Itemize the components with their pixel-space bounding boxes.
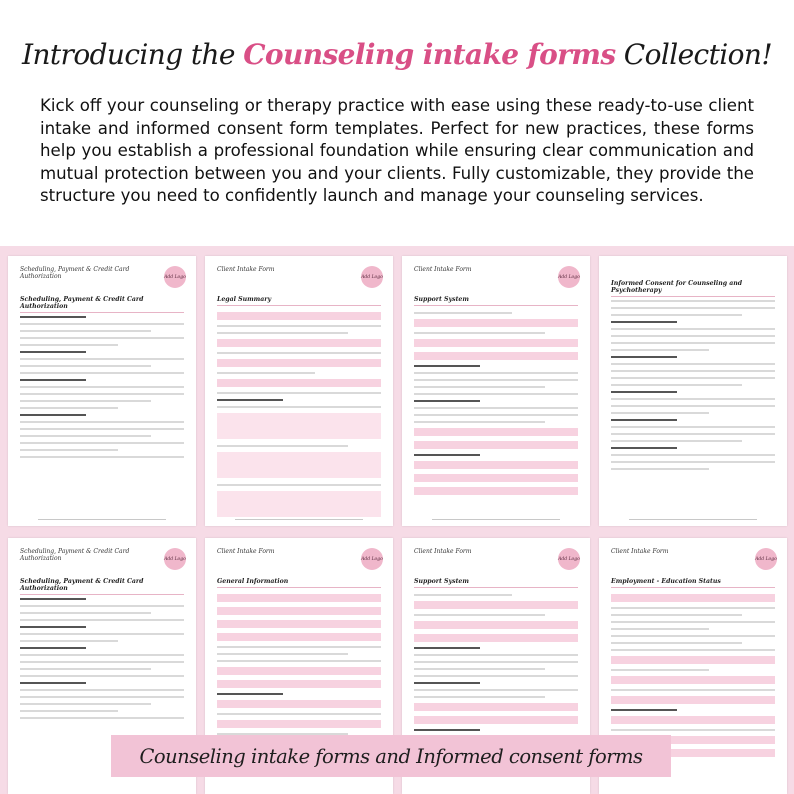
page-heading: General Information [217, 578, 381, 588]
headline-suffix: Collection! [615, 38, 772, 71]
form-lines [611, 300, 775, 475]
page-heading: Legal Summary [217, 296, 381, 306]
logo-placeholder: Add Logo [361, 548, 383, 570]
page-title: Client Intake Form [217, 548, 275, 555]
logo-placeholder: Add Logo [755, 548, 777, 570]
page-title: Scheduling, Payment & Credit Card Authorization [20, 548, 130, 562]
page-title: Client Intake Form [414, 548, 472, 555]
page-title: Client Intake Form [414, 266, 472, 273]
form-page-thumbnail [8, 256, 196, 526]
headline-accent: Counseling intake forms [243, 38, 616, 71]
page-heading: Informed Consent for Counseling and Psychotherapy [611, 280, 775, 297]
logo-placeholder: Add Logo [558, 266, 580, 288]
page-title: Scheduling, Payment & Credit Card Authorization [20, 266, 130, 280]
logo-placeholder: Add Logo [164, 548, 186, 570]
page-title: Client Intake Form [611, 548, 669, 555]
logo-placeholder: Add Logo [164, 266, 186, 288]
headline [0, 38, 794, 71]
page-heading: Scheduling, Payment & Credit Card Authorization [20, 578, 184, 595]
form-lines [20, 312, 184, 463]
form-page-thumbnail [402, 256, 590, 526]
page-heading: Scheduling, Payment & Credit Card Authorization [20, 296, 184, 313]
headline-prefix: Introducing the [21, 38, 244, 71]
page-heading: Employment - Education Status [611, 578, 775, 588]
logo-placeholder: Add Logo [361, 266, 383, 288]
page-heading: Support System [414, 578, 578, 588]
page-title: Client Intake Form [217, 266, 275, 273]
form-page-thumbnail [205, 256, 393, 526]
caption-banner: Counseling intake forms and Informed consent forms [111, 735, 671, 777]
form-page-thumbnail [599, 256, 787, 526]
intro-paragraph: Kick off your counseling or therapy practice with ease using these ready-to-use client intake and informed consent form templates. Perfect for new practices, these forms help you establish a professional foundation while ensuring clear communication and mutual protection between you and your clients. Fully customizable, they provide the structure you need to confidently launch and manage your counseling services. [40, 96, 754, 205]
form-lines [414, 312, 578, 500]
page-heading: Support System [414, 296, 578, 306]
logo-placeholder: Add Logo [558, 548, 580, 570]
form-lines [217, 312, 381, 523]
form-lines [20, 594, 184, 724]
